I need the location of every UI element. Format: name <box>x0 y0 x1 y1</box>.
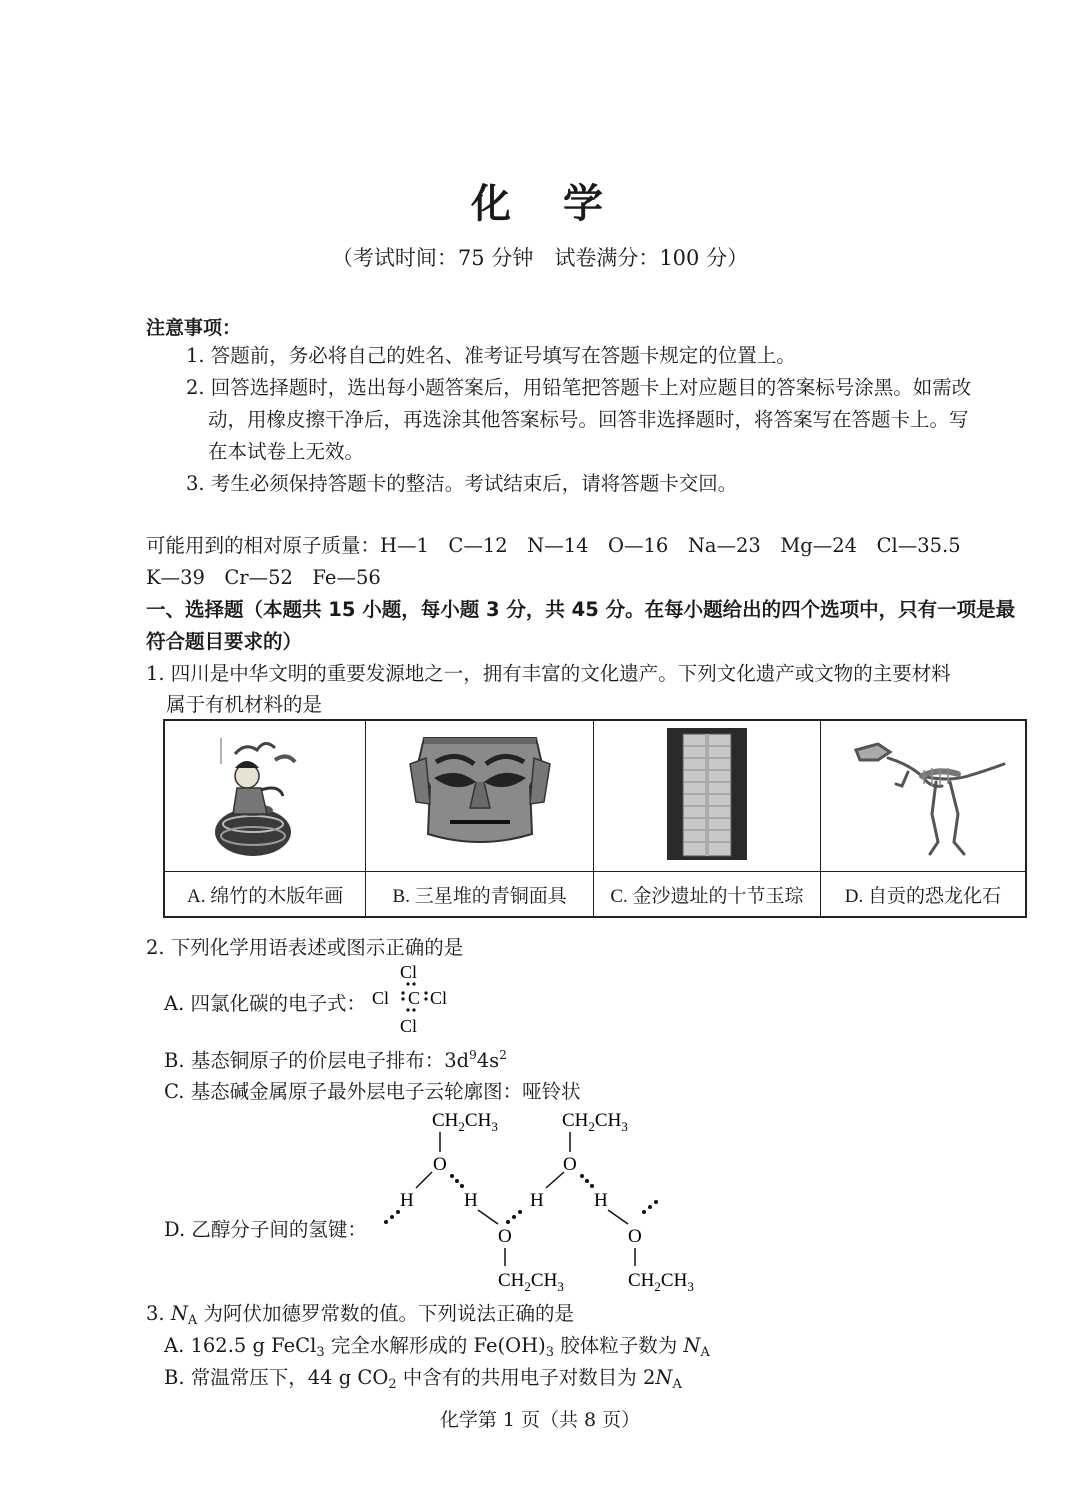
jade-cong-icon <box>647 724 767 864</box>
q3b-avogadro: N <box>655 1366 673 1389</box>
exam-subtitle: （考试时间：75 分钟 试卷满分：100 分） <box>331 246 749 270</box>
section-1-heading-line-1: 一、选择题（本题共 15 小题，每小题 3 分，共 45 分。在每小题给出的四个选项中，只有一项是最 <box>146 598 1016 621</box>
q3a-avogadro: N <box>683 1334 701 1357</box>
section-1-heading-line-2: 符合题目要求的） <box>146 630 303 653</box>
notice-item-2-line-2: 动，用橡皮擦干净后，再选涂其他答案标号。回答非选择题时，将答案写在答题卡上。写 <box>208 408 969 431</box>
ethyl-top-2: $CH_2CH_3$ <box>562 1110 628 1134</box>
q3-number: 3. <box>146 1302 171 1325</box>
q3b-sub-1: 2 <box>388 1377 397 1392</box>
q2-stem: 2. 下列化学用语表述或图示正确的是 <box>146 936 464 959</box>
q1-option-c-image <box>593 720 820 872</box>
q3b-avogadro-sub: A <box>672 1377 682 1392</box>
notice-item-3: 3. 考生必须保持答题卡的整洁。考试结束后，请将答题卡交回。 <box>186 472 738 495</box>
q3a-avogadro-sub: A <box>700 1345 710 1360</box>
q3a-sub-2: 3 <box>545 1345 555 1360</box>
hydrogen-4: H <box>594 1190 608 1211</box>
cu-config-d: 3d <box>444 1049 470 1072</box>
ethanol-hydrogen-bond-diagram <box>370 1100 694 1296</box>
lewis-c: C <box>408 988 421 1008</box>
hydrogen-3: H <box>530 1190 544 1211</box>
q3a-part-1: A. 162.5 g FeCl <box>164 1334 317 1357</box>
cu-config-s: 4s <box>476 1049 500 1072</box>
exam-title: 化 学 <box>471 181 609 227</box>
oxygen-bottom-2: O <box>628 1226 642 1247</box>
woodblock-painting-icon <box>175 724 355 864</box>
q1-option-b-image <box>366 720 594 872</box>
lewis-cl-right: Cl <box>430 988 448 1008</box>
lewis-cl-top: Cl <box>400 962 418 982</box>
ethyl-bottom-1: $CH_2CH_3$ <box>498 1270 564 1294</box>
avogadro-symbol: N <box>170 1302 188 1325</box>
notice-item-2-line-1: 2. 回答选择题时，选出每小题答案后，用铅笔把答题卡上对应题目的答案标号涂黑。如需改 <box>186 376 972 399</box>
q3a-part-3: 胶体粒子数为 <box>554 1334 684 1357</box>
ccl4-lewis-structure <box>370 958 460 1040</box>
lewis-cl-bottom: Cl <box>400 1016 418 1036</box>
q1-option-a-image <box>164 720 366 872</box>
hydrogen-2: H <box>464 1190 478 1211</box>
q3a-part-2: 完全水解形成的 Fe(OH) <box>324 1334 546 1357</box>
bronze-mask-icon <box>380 724 580 864</box>
ethyl-bottom-2: $CH_2CH_3$ <box>628 1270 694 1294</box>
page-footer: 化学第 1 页（共 8 页） <box>439 1409 641 1431</box>
atomic-masses-line-2: K—39 Cr—52 Fe—56 <box>146 566 381 589</box>
q2-option-d[interactable] <box>164 1214 367 1242</box>
ethyl-top-1: $CH_2CH_3$ <box>432 1110 498 1134</box>
q2-option-c[interactable]: C. 基态碱金属原子最外层电子云轮廓图：哑铃状 <box>164 1080 581 1103</box>
q3b-part-2: 中含有的共用电子对数目为 2 <box>396 1366 656 1389</box>
q2-option-b-text: B. 基态铜原子的价层电子排布： <box>164 1049 445 1072</box>
cu-config-d-exp: 9 <box>469 1048 477 1062</box>
q2-option-a[interactable] <box>164 988 366 1016</box>
q1-option-c[interactable]: C. 金沙遗址的十节玉琮 <box>593 872 820 918</box>
q3-option-b[interactable] <box>164 1362 682 1392</box>
q1-option-a[interactable]: A. 绵竹的木版年画 <box>164 872 366 918</box>
notice-heading: 注意事项： <box>146 317 242 339</box>
atomic-masses-line-1: 可能用到的相对原子质量：H—1 C—12 N—14 O—16 Na—23 Mg—24 Cl—35.5 <box>146 534 961 557</box>
q3-option-a[interactable] <box>164 1330 710 1360</box>
oxygen-top-2: O <box>563 1154 577 1175</box>
avogadro-sub: A <box>187 1313 198 1328</box>
q2-option-b[interactable] <box>164 1045 507 1073</box>
q2-option-d-text: D. 乙醇分子间的氢键： <box>164 1218 367 1241</box>
q1-stem-line-1: 1. 四川是中华文明的重要发源地之一，拥有丰富的文化遗产。下列文化遗产或文物的主要材料 <box>146 662 951 685</box>
q3-stem <box>146 1298 574 1328</box>
hydrogen-1: H <box>400 1190 414 1211</box>
q1-option-d-image <box>820 720 1026 872</box>
q3-stem-text: 为阿伏加德罗常数的值。下列说法正确的是 <box>197 1302 574 1325</box>
q1-options-table <box>163 719 1027 918</box>
q3a-sub-1: 3 <box>316 1345 325 1360</box>
dinosaur-fossil-icon <box>838 724 1008 864</box>
q1-option-d[interactable]: D. 自贡的恐龙化石 <box>820 872 1026 918</box>
q2-option-a-text: A. 四氯化碳的电子式： <box>164 992 366 1015</box>
q1-option-b[interactable]: B. 三星堆的青铜面具 <box>366 872 594 918</box>
lewis-cl-left: Cl <box>372 988 390 1008</box>
oxygen-top-1: O <box>433 1154 447 1175</box>
q1-stem-line-2: 属于有机材料的是 <box>166 693 323 716</box>
oxygen-bottom-1: O <box>498 1226 512 1247</box>
notice-item-2-line-3: 在本试卷上无效。 <box>208 440 365 463</box>
notice-item-1: 1. 答题前，务必将自己的姓名、准考证号填写在答题卡规定的位置上。 <box>186 344 796 367</box>
q3b-part-1: B. 常温常压下，44 g CO <box>164 1366 389 1389</box>
cu-config-s-exp: 2 <box>499 1048 507 1062</box>
